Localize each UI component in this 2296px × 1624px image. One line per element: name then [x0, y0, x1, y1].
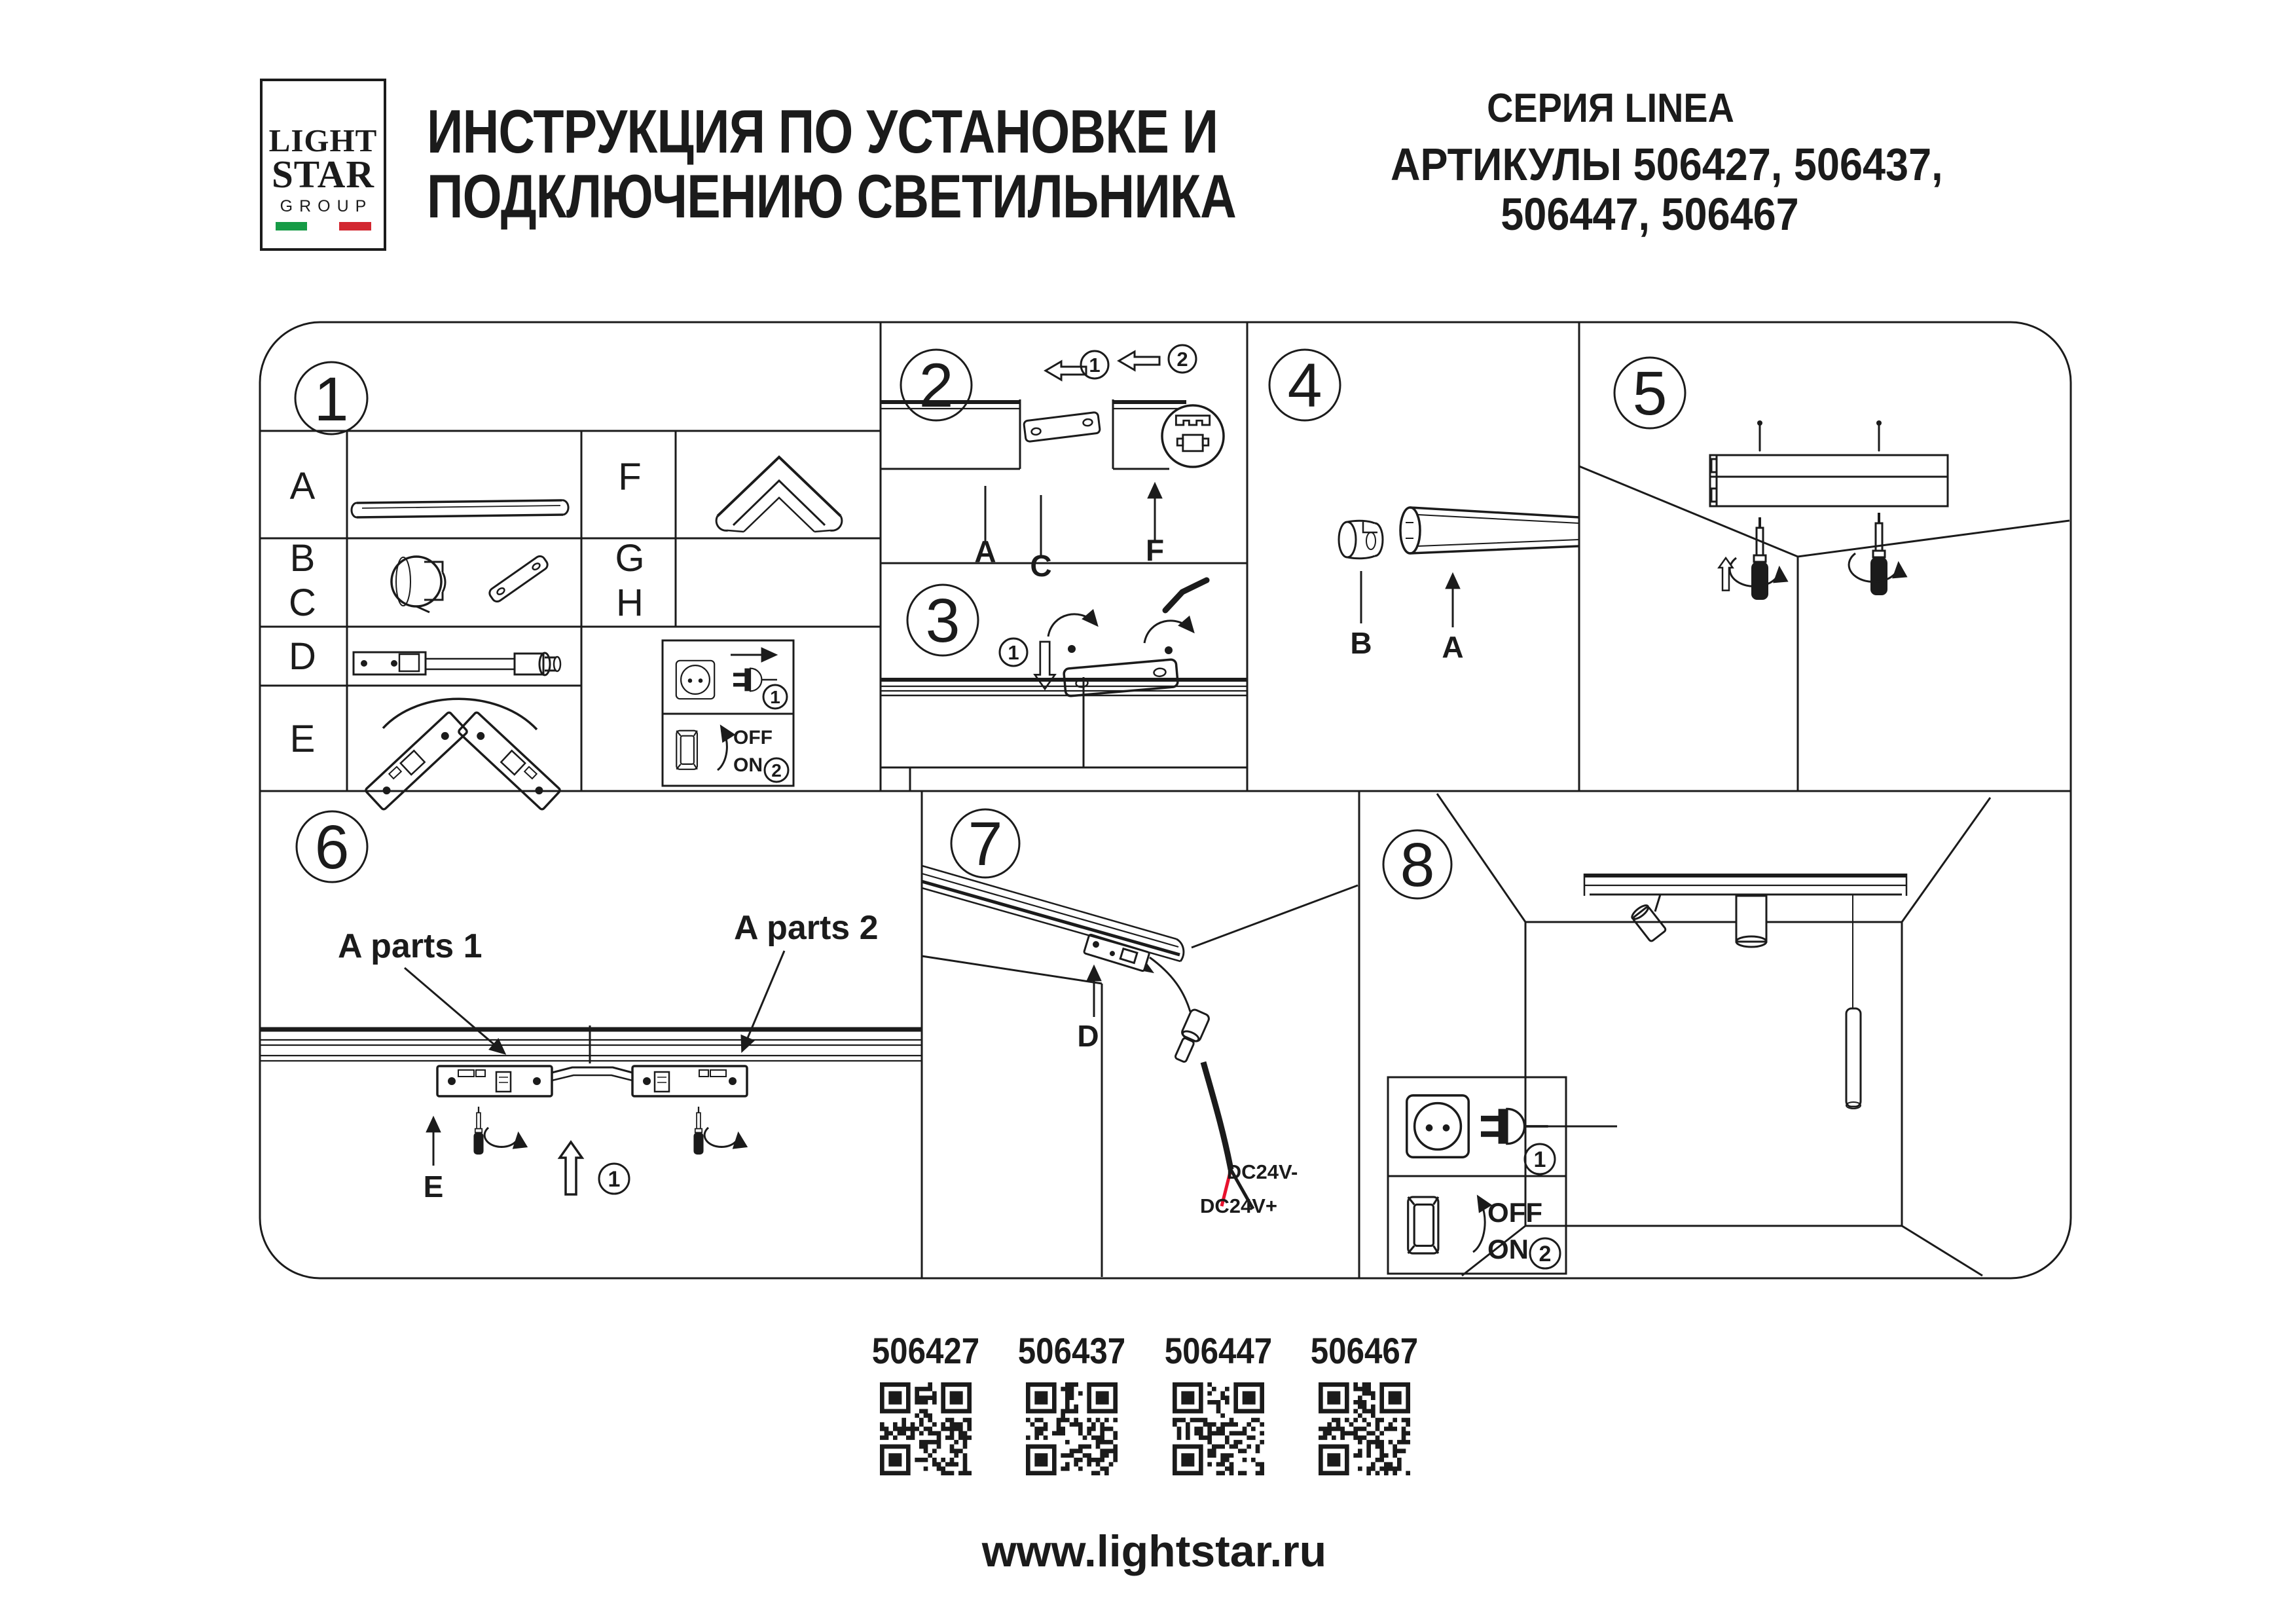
- part-e-corner-connector-drawing: [365, 699, 560, 810]
- step-3-panel: [881, 580, 1247, 791]
- pendant-fixture-drawing: [1846, 895, 1861, 1109]
- step-7-panel: [922, 809, 1358, 1277]
- cord-ferrule-drawing: [1171, 1008, 1211, 1064]
- ceiling-corner-lines: [1579, 466, 2069, 791]
- screwdriver-icon: [693, 1107, 703, 1154]
- mounted-track-drawing: [1710, 455, 1948, 506]
- wire-label-dc24v-minus: DC24V-: [1226, 1160, 1298, 1183]
- flip-arrow-icon: [718, 727, 727, 770]
- part-label-a: A: [289, 465, 316, 507]
- power-inset-box: [1388, 1077, 1617, 1274]
- rotate-arrow-icon: [1048, 614, 1097, 637]
- article-block: [1156, 1329, 1281, 1475]
- step-3-number: 3: [925, 586, 960, 655]
- black-cable-drawing: [1203, 1062, 1231, 1170]
- screw-icons: [1757, 420, 1882, 451]
- part-d-power-connector-drawing: [354, 652, 560, 675]
- step-7-label-d: D: [1077, 1019, 1099, 1053]
- logo-word-group: GROUP: [280, 196, 373, 215]
- step-5-panel: [1579, 358, 2069, 791]
- article-block: [1009, 1329, 1135, 1475]
- article-block: [1302, 1329, 1427, 1475]
- slide-arrow-2-icon: [1119, 352, 1159, 370]
- screwdriver-icon: [473, 1107, 483, 1154]
- article-block: [863, 1329, 989, 1475]
- part-label-d: D: [289, 635, 316, 678]
- leader-arrow: [742, 951, 784, 1050]
- step-8-callout-1: 1: [1533, 1147, 1546, 1172]
- power-legend: [663, 640, 793, 786]
- part-label-b: B: [289, 537, 316, 580]
- step-6-callout-1: 1: [608, 1167, 621, 1192]
- website-url: www.lightstar.ru: [981, 1526, 1327, 1576]
- step-6-label-e: E: [423, 1170, 444, 1204]
- step-4-number: 4: [1287, 351, 1322, 420]
- spot-fixture-drawing: [1630, 895, 1667, 942]
- step-5-badge: [1614, 358, 1685, 428]
- rotate-arrow-icon: [484, 1128, 519, 1147]
- socket-icon: [1407, 1096, 1468, 1157]
- qr-code: [880, 1382, 972, 1475]
- part-label-h: H: [616, 581, 644, 624]
- part-label-e: E: [289, 718, 316, 760]
- step-1-badge: [295, 362, 367, 434]
- article-number: 506427: [871, 1330, 980, 1371]
- step-6-badge: [297, 811, 367, 882]
- label-a-parts-1: A parts 1: [338, 927, 483, 965]
- pointer-arrows: [985, 485, 1155, 555]
- title-line-2: ПОДКЛЮЧЕНИЮ СВЕТИЛЬНИКА: [427, 161, 1237, 231]
- part-label-f: F: [618, 456, 642, 498]
- article-number: 506437: [1018, 1330, 1126, 1371]
- corner-piece-f-drawing: [1113, 399, 1224, 469]
- track-a-tube-drawing: [1400, 507, 1579, 553]
- title-line-1: ИНСТРУКЦИЯ ПО УСТАНОВКЕ И: [427, 97, 1218, 166]
- joined-track-drawing: [881, 677, 1247, 791]
- articles-line-1: АРТИКУЛЫ 506427, 506437,: [1391, 139, 1943, 190]
- sloped-track-drawing: [922, 866, 1184, 961]
- step-3-callout-1: 1: [1008, 641, 1019, 664]
- article-number: 506467: [1310, 1330, 1419, 1371]
- logo-word-star: STAR: [271, 153, 374, 196]
- lift-up-arrow-icon: [560, 1142, 582, 1194]
- step-2-label-f: F: [1145, 533, 1165, 567]
- step-4-label-b: B: [1350, 626, 1372, 660]
- step-6-panel: [260, 811, 922, 1204]
- switch-icon: [1408, 1197, 1438, 1253]
- joined-tracks-drawing: [260, 1025, 922, 1063]
- step-8-badge: [1383, 830, 1451, 900]
- step-5-number: 5: [1632, 359, 1667, 428]
- pointer-arrows: [1361, 571, 1453, 627]
- endcap-b-drawing: [1339, 521, 1383, 558]
- part-c-strip-drawing: [488, 554, 550, 603]
- joining-strip-c-drawing: [1023, 412, 1100, 442]
- step-8-number: 8: [1400, 830, 1435, 900]
- part-b-endcap-drawing: [392, 557, 445, 612]
- step-8-off-label: OFF: [1487, 1197, 1542, 1228]
- logo-word-light: LIGHT: [268, 122, 378, 158]
- step-4-panel: [1269, 350, 1579, 664]
- step-2-callout-2: 2: [1176, 348, 1188, 371]
- step-1-panel: [260, 362, 881, 810]
- ceiling-track-drawing: [1584, 874, 1906, 896]
- step-1-number: 1: [314, 365, 349, 434]
- article-qr-row: [863, 1329, 1427, 1475]
- qr-code: [1026, 1382, 1118, 1475]
- step-2-label-a: A: [974, 534, 996, 568]
- step-2-number: 2: [919, 351, 954, 420]
- qr-code: [1319, 1382, 1410, 1475]
- step-4-badge: [1269, 350, 1340, 420]
- part-label-c: C: [289, 581, 316, 624]
- cylinder-fixture-drawing: [1736, 896, 1766, 947]
- series-name: СЕРИЯ LINEA: [1487, 86, 1734, 131]
- step-8-on-label: ON: [1487, 1234, 1529, 1264]
- step-2-badge: [901, 350, 972, 420]
- plug-icon: [1481, 1109, 1548, 1143]
- step-2-panel: [881, 345, 1224, 583]
- step-2-label-c: C: [1030, 549, 1052, 583]
- part-label-g: G: [615, 537, 645, 580]
- connector-e-drawing: [437, 1066, 747, 1096]
- step-6-number: 6: [314, 813, 350, 882]
- step-8-panel: [1383, 794, 1990, 1276]
- part-a-track-drawing: [352, 500, 568, 517]
- legend-callout-1: 1: [770, 687, 780, 707]
- flip-arrow-icon: [1473, 1197, 1485, 1252]
- rotate-arrow-icon: [1144, 621, 1193, 643]
- step-7-number: 7: [968, 809, 1003, 879]
- qr-code: [1173, 1382, 1264, 1475]
- wire-label-dc24v-plus: DC24V+: [1199, 1194, 1278, 1217]
- switch-icon: [676, 731, 697, 769]
- legend-on-label: ON: [733, 754, 763, 776]
- step-7-badge: [951, 809, 1019, 879]
- article-number: 506447: [1164, 1330, 1272, 1371]
- connector-d-drawing: [1084, 934, 1159, 974]
- power-cord-drawing: [1150, 957, 1190, 1012]
- articles-line-2: 506447, 506467: [1501, 188, 1799, 240]
- step-4-label-a: A: [1442, 630, 1464, 664]
- legend-callout-2: 2: [771, 760, 782, 781]
- insert-down-arrow-icon: [1035, 642, 1055, 689]
- parts-table-grid: [260, 431, 881, 791]
- step-2-callout-1: 1: [1089, 354, 1101, 377]
- rotate-arrow-icon: [704, 1128, 738, 1147]
- label-a-parts-2: A parts 2: [734, 909, 879, 947]
- socket-icon: [676, 661, 714, 699]
- part-f-corner-piece-drawing: [716, 457, 842, 532]
- screwdriver-edge-icon: [1165, 580, 1207, 610]
- legend-off-label: OFF: [733, 727, 773, 748]
- step-8-callout-2: 2: [1539, 1242, 1552, 1266]
- step-3-badge: [907, 585, 978, 655]
